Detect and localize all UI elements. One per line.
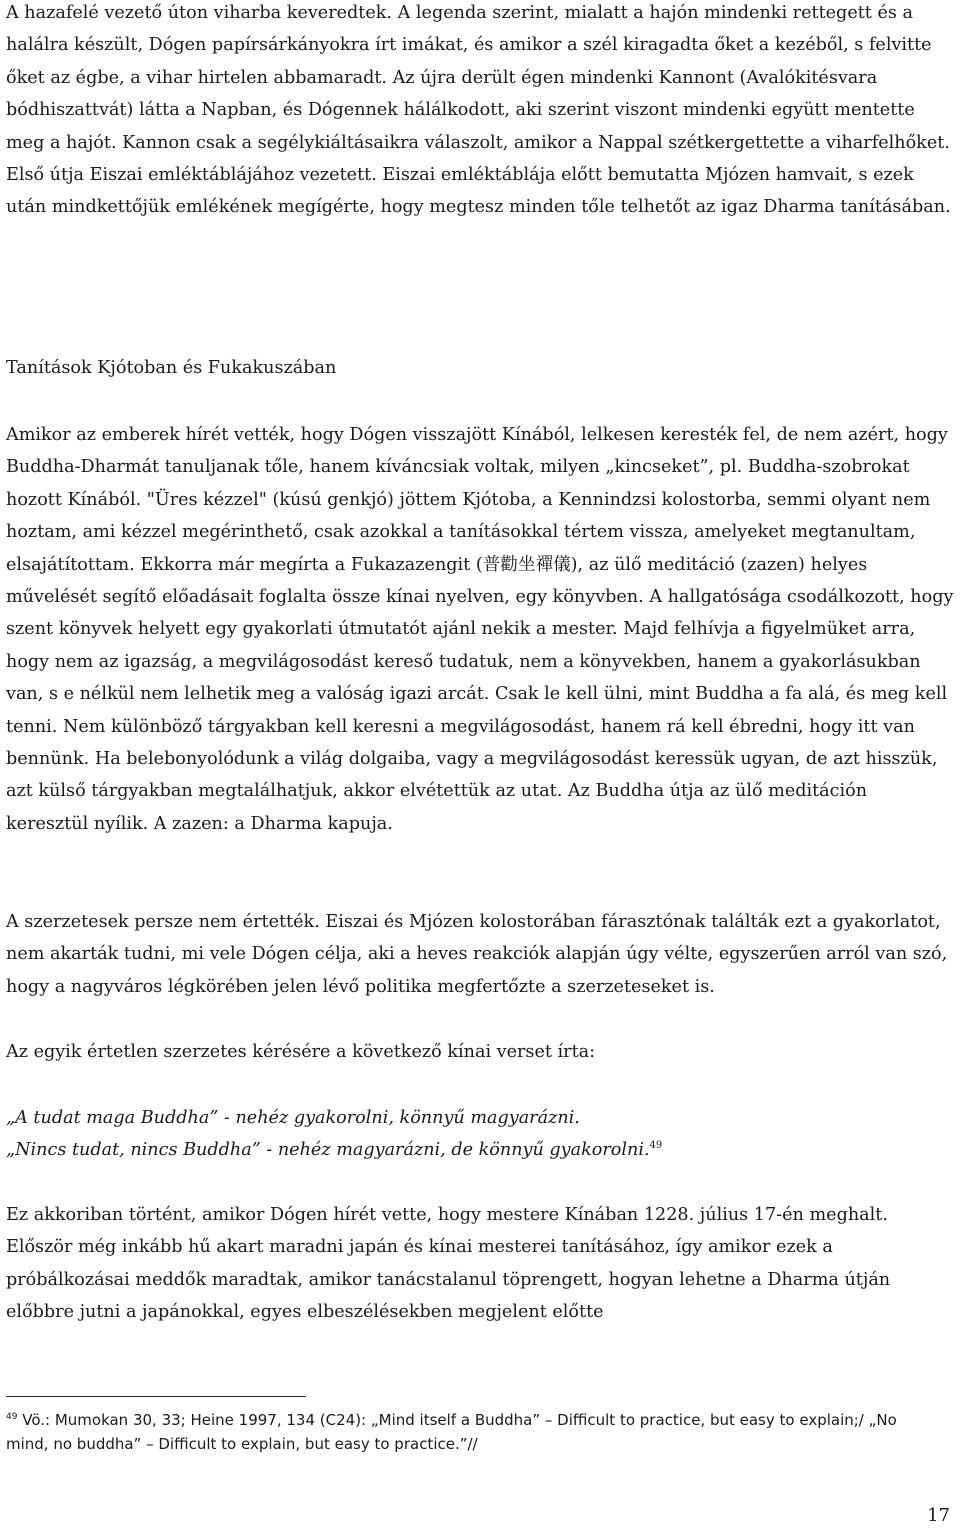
verse-line-2-text: „Nincs tudat, nincs Buddha” - nehéz magyarázni, de könnyű gyakorolni. bbox=[6, 1140, 650, 1160]
footnote bbox=[6, 1408, 936, 1456]
verse-line-1: „A tudat maga Buddha” - nehéz gyakorolni, könnyű magyarázni. bbox=[6, 1108, 580, 1128]
paragraph-master-death: Ez akkoriban történt, amikor Dógen hírét vette, hogy mestere Kínában 1228. július 17-én meghalt. Először még inkább hű akart maradni japán és kínai mesterei tanításához, így amikor ezek a próbálkozásai meddők maradtak, amikor tanácstalanul töprengett, hogyan lehetne a Dharma útján előbbre jutni a japánokkal, egyes elbeszélésekben megjelent előtte bbox=[6, 1205, 891, 1323]
paragraph-storm-voyage: A hazafelé vezető úton viharba keveredtek. A legenda szerint, mialatt a hajón mindenki rettegett és a halálra készült, Dógen papírsárkányokra írt imákat, és amikor a szél kiragadta őket a kezéből, s felvitte őket az égbe, a vihar hirtelen abbamaradt. Az újra derült égen mindenki Kannont (Avalókitésvara bódhiszattvát) látta a Napban, és Dógennek hálálkodott, aki szerint viszont mindenki együtt mentette meg a hajót. Kannon csak a segélykiáltásaikra válaszolt, amikor a Nappal szétkergettette a viharfelhőket. Első útja Eiszai emléktáblájához vezetett. Eiszai emléktáblája előtt bemutatta Mjózen hamvait, s ezek után mindkettőjük emlékének megígérte, hogy megtesz minden tőle telhetőt az igaz Dharma tanításában. bbox=[6, 3, 951, 218]
paragraph-monks-reaction: A szerzetesek persze nem értették. Eiszai és Mjózen kolostorában fárasztónak találták ezt a gyakorlatot, nem akarták tudni, mi vele Dógen célja, aki a heves reakciók alapján úgy vélte, egyszerűen arról van szó, hogy a nagyváros légkörében jelen lévő politika megfertőzte a szerzeteseket is. bbox=[6, 912, 948, 997]
document-page bbox=[6, 0, 954, 1530]
footnote-text: Vö.: Mumokan 30, 33; Heine 1997, 134 (C24): „Mind itself a Buddha” – Difficult to practice, but easy to explain;/ „No mind, no buddha” – Difficult to explain, but easy to practice.”// bbox=[6, 1411, 897, 1453]
paragraph-teachings-kyoto: Amikor az emberek hírét vették, hogy Dógen visszajött Kínából, lelkesen keresték fel, de nem azért, hogy Buddha-Dharmát tanuljanak tőle, hanem kíváncsiak voltak, milyen „kincseket”, pl. Buddha-szobrokat hozott Kínából. "Üres kézzel" (kúsú genkjó) jöttem Kjótoba, a Kennindzsi kolostorba, semmi olyant nem hoztam, ami kézzel megérinthető, csak azokkal a tanításokkal tértem vissza, amelyeket megtanultam, elsajátítottam. Ekkorra már megírta a Fukazazengit (普勸坐禪儀), az ülő meditáció (zazen) helyes művelését segítő előadásait foglalta össze kínai nyelven, egy könyvben. A hallgatósága csodálkozott, hogy szent könyvek helyett egy gyakorlati útmutatót ajánl nekik a mester. Majd felhívja a figyelmüket arra, hogy nem az igazság, a megvilágosodást kereső tudatuk, nem a könyvekben, hanem a gyakorlásukban van, s e nélkül nem lelhetik meg a valóság igazi arcát. Csak le kell ülni, mint Buddha a fa alá, és meg kell tenni. Nem különböző tárgyakban kell keresni a megvilágosodást, hanem rá kell ébredni, hogy itt van bennünk. Ha belebonyolódunk a világ dolgaiba, vagy a megvilágosodást keressük ugyan, de azt hisszük, azt külső tárgyakban megtalálhatjuk, akkor elvétettük az utat. Az Buddha útja az ülő meditáción keresztül nyílik. A zazen: a Dharma kapuja. bbox=[6, 425, 954, 834]
footnote-separator bbox=[6, 1396, 306, 1397]
paragraph-verse-intro: Az egyik értetlen szerzetes kérésére a következő kínai verset írta: bbox=[6, 1042, 596, 1062]
page-number: 17 bbox=[927, 1505, 950, 1526]
section-heading: Tanítások Kjótoban és Fukakuszában bbox=[6, 358, 337, 378]
footnote-reference: 49 bbox=[649, 1140, 663, 1151]
verse-line-2 bbox=[6, 1134, 662, 1166]
footnote-number: 49 bbox=[6, 1412, 18, 1422]
